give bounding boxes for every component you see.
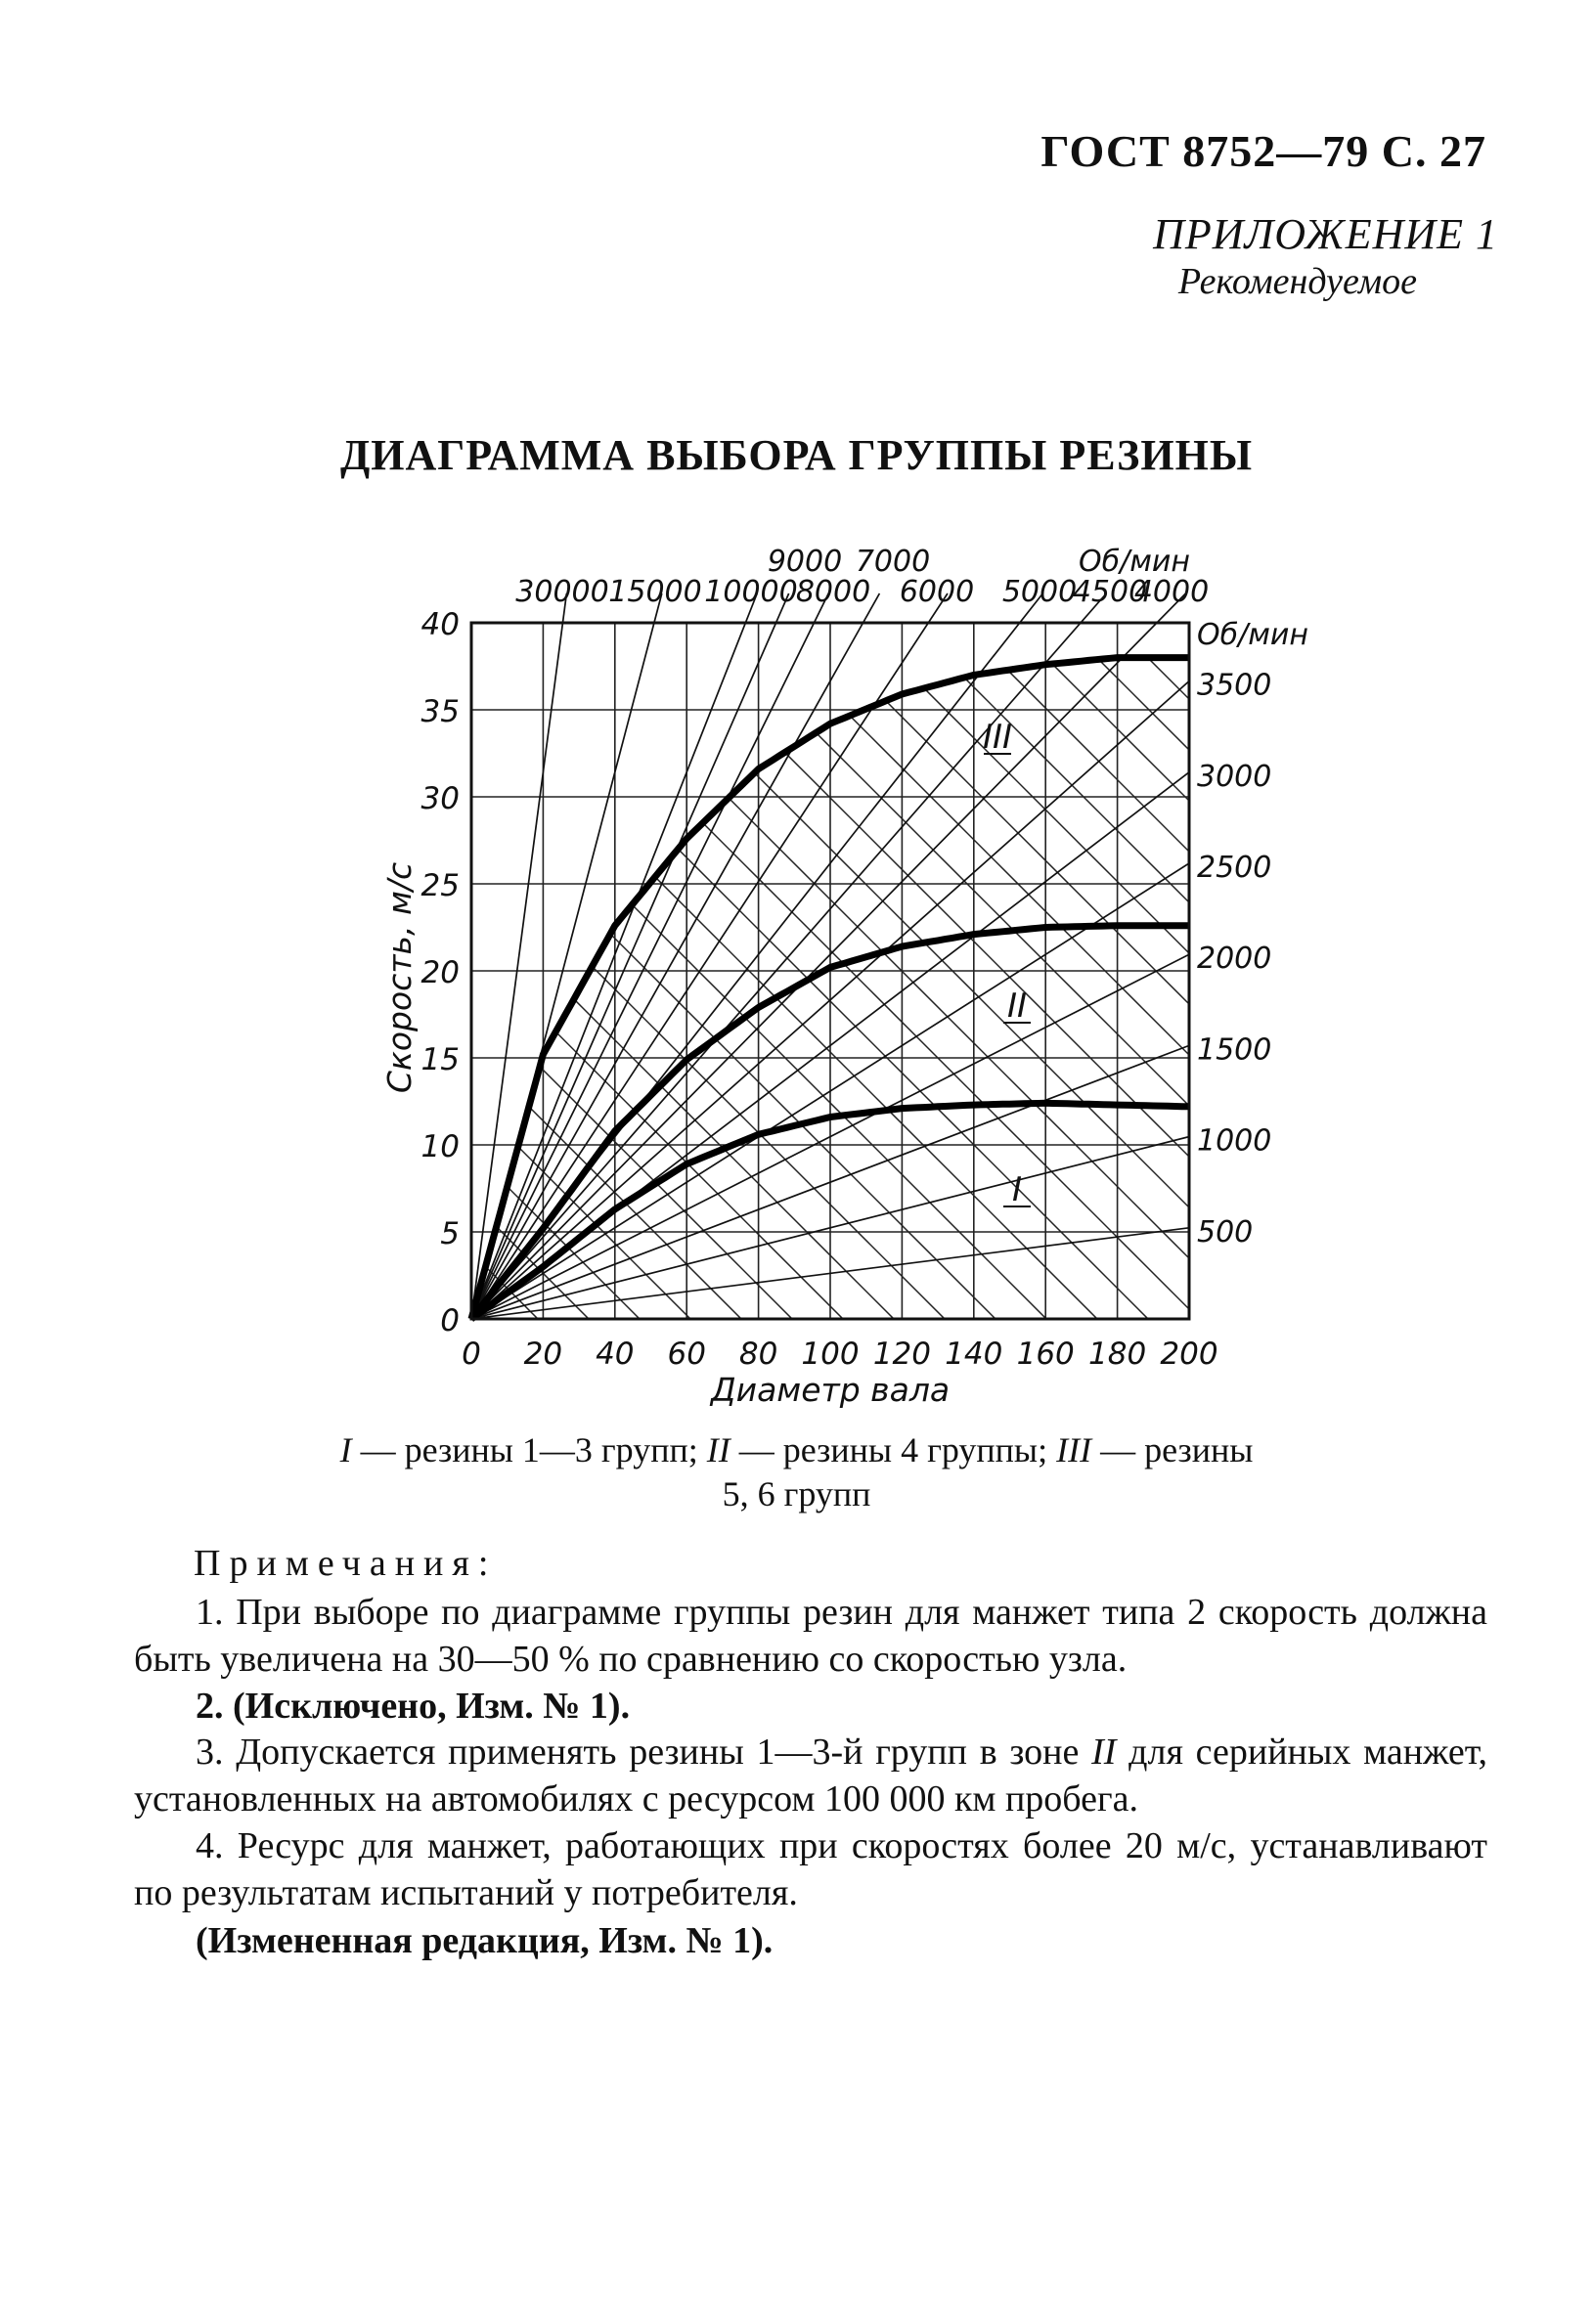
- hatch-line: [1520, 623, 1593, 1408]
- x-axis-label: Диаметр вала: [710, 1371, 951, 1408]
- legend-text-3: — резины: [1091, 1430, 1254, 1469]
- top-rpm-unit: Об/мин: [1079, 545, 1190, 579]
- x-tick-label: 80: [738, 1337, 778, 1372]
- hatch-line: [1367, 623, 1593, 1408]
- y-tick-label: 40: [420, 607, 460, 642]
- legend-roman-1: I: [339, 1430, 352, 1469]
- note-5: (Измененная редакция, Изм. № 1).: [196, 1920, 774, 1961]
- top-rpm-label: 4500: [1072, 575, 1148, 609]
- hatch-line: [1418, 623, 1593, 1408]
- appendix-status: Рекомендуемое: [1177, 261, 1417, 302]
- x-tick-label: 120: [872, 1337, 931, 1372]
- y-axis-label: Скорость, м/с: [380, 861, 419, 1094]
- x-tick-label: 0: [462, 1337, 481, 1372]
- hatch-line: [1571, 623, 1593, 1408]
- hatch-line: [808, 623, 1593, 1408]
- note-3-roman: II: [1091, 1732, 1117, 1773]
- note-3: [134, 1729, 1487, 1822]
- right-rpm-unit: Об/мин: [1197, 618, 1308, 652]
- legend-roman-2: II: [706, 1430, 730, 1469]
- top-rpm-label: 30000: [515, 575, 609, 609]
- right-rpm-label: 1500: [1197, 1032, 1272, 1068]
- right-rpm-label: 2000: [1197, 942, 1272, 977]
- y-tick-label: 30: [420, 781, 460, 816]
- note-3-text-a: 3. Допускается применять резины 1—3-й групп в зоне: [196, 1732, 1092, 1773]
- chart-labels: [380, 545, 1308, 1408]
- page-header-gost: ГОСТ 8752—79 С. 27: [1040, 126, 1486, 176]
- diagram-legend-caption: [0, 1429, 1593, 1470]
- y-tick-label: 0: [440, 1303, 460, 1338]
- hatch-line: [1265, 623, 1593, 1408]
- hatch-line: [1215, 623, 1593, 1408]
- hatch-line: [655, 623, 1535, 1408]
- y-tick-label: 10: [420, 1129, 460, 1164]
- hatch-line: [0, 623, 671, 1408]
- diagram-title: ДИАГРАММА ВЫБОРА ГРУППЫ РЕЗИНЫ: [339, 431, 1254, 479]
- x-tick-label: 40: [596, 1337, 635, 1372]
- top-rpm-label: 7000: [855, 545, 931, 579]
- diagram-legend-caption-line2: 5, 6 групп: [722, 1474, 871, 1513]
- top-rpm-label: 8000: [795, 575, 871, 609]
- y-tick-label: 25: [420, 868, 460, 903]
- hatch-line: [1469, 623, 1593, 1408]
- y-tick-label: 20: [420, 955, 460, 990]
- right-rpm-label: 1000: [1197, 1123, 1272, 1159]
- zone-label-III: III: [982, 718, 1013, 757]
- hatch-line: [0, 623, 722, 1408]
- appendix-label: ПРИЛОЖЕНИЕ 1: [1153, 210, 1498, 258]
- y-tick-label: 35: [420, 694, 460, 729]
- x-tick-label: 180: [1088, 1337, 1147, 1372]
- hatch-line: [706, 623, 1586, 1408]
- hatch-line: [503, 623, 1383, 1408]
- legend-text-1: — резины 1—3 групп;: [351, 1430, 707, 1469]
- y-tick-label: 15: [420, 1042, 460, 1077]
- hatch-line: [859, 623, 1593, 1408]
- x-tick-label: 20: [523, 1337, 563, 1372]
- note-3-text-b: для серийных манжет, установленных на автомобилях с ресурсом 100 000 км пробега.: [134, 1732, 1487, 1820]
- note-1: 1. При выборе по диаграмме группы резин для манжет типа 2 скорость должна быть увеличена на 30—50 % по сравнению со скоростью узла.: [134, 1592, 1487, 1680]
- note-2: 2. (Исключено, Изм. № 1).: [196, 1686, 631, 1727]
- right-rpm-label: 3500: [1197, 668, 1272, 703]
- hatch-line: [1113, 623, 1593, 1408]
- hatch-line: [757, 623, 1593, 1408]
- hatch-line: [1062, 623, 1593, 1408]
- right-rpm-label: 500: [1197, 1214, 1254, 1250]
- note-4: 4. Ресурс для манжет, работающих при скоростях более 20 м/с, устанавливают по результатам испытаний у потребителя.: [134, 1825, 1487, 1913]
- right-rpm-label: 2500: [1197, 850, 1272, 885]
- x-tick-label: 140: [945, 1337, 1003, 1372]
- top-rpm-label: 10000: [704, 575, 798, 609]
- legend-roman-3: III: [1056, 1430, 1092, 1469]
- top-rpm-label: 15000: [608, 575, 702, 609]
- hatch-line: [1164, 623, 1593, 1408]
- top-rpm-label: 6000: [899, 575, 975, 609]
- zone-label-II: II: [1006, 987, 1028, 1026]
- x-tick-label: 60: [667, 1337, 706, 1372]
- top-rpm-label: 5000: [1001, 575, 1078, 609]
- x-tick-label: 160: [1016, 1337, 1075, 1372]
- notes-heading: Примечания:: [194, 1543, 498, 1584]
- right-rpm-label: 3000: [1197, 759, 1272, 794]
- legend-text-2: — резины 4 группы;: [730, 1430, 1057, 1469]
- top-rpm-label: 4000: [1133, 575, 1210, 609]
- x-tick-label: 200: [1160, 1337, 1218, 1372]
- x-tick-label: 100: [801, 1337, 860, 1372]
- hatch-line: [1316, 623, 1593, 1408]
- top-rpm-label: 9000: [767, 545, 843, 579]
- zone-label-I: I: [1011, 1170, 1023, 1209]
- y-tick-label: 5: [440, 1216, 460, 1251]
- hatch-line: [960, 623, 1593, 1408]
